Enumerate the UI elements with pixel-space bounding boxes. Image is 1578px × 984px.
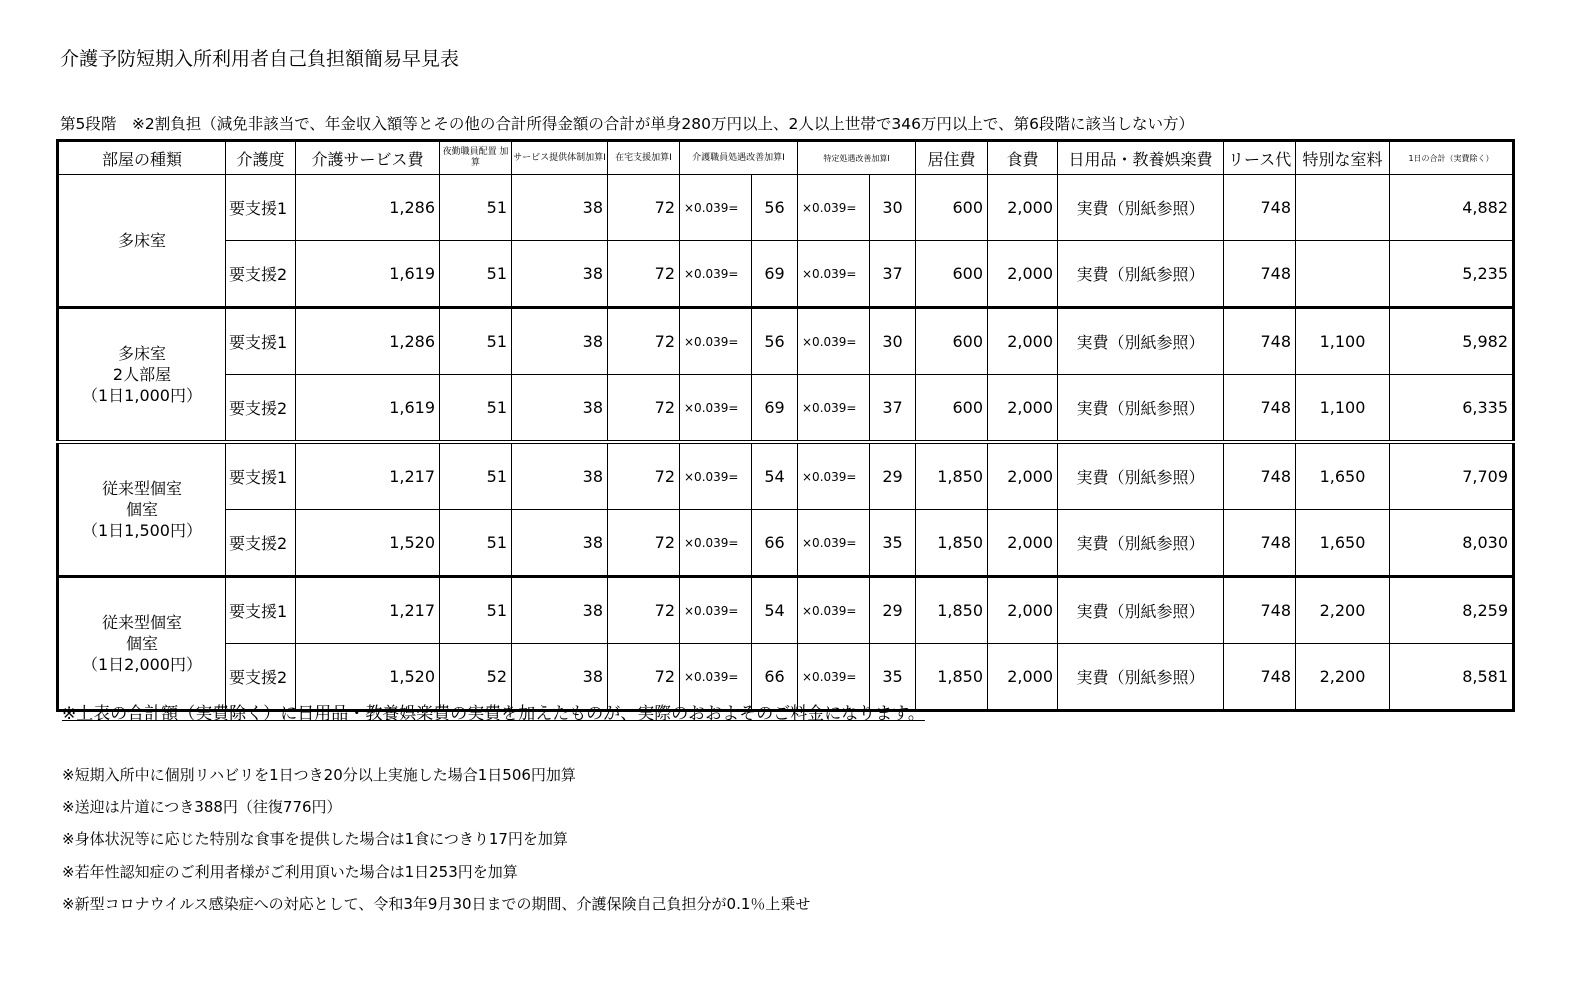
cell-service-provision-addition: 38 bbox=[512, 510, 608, 577]
cell-multiplier: ×0.039= bbox=[798, 577, 870, 644]
cell-daily-total: 6,335 bbox=[1390, 375, 1514, 443]
cell-service-provision-addition: 38 bbox=[512, 442, 608, 510]
cell-lease: 748 bbox=[1224, 577, 1296, 644]
cell-daily-total: 5,235 bbox=[1390, 241, 1514, 308]
cell-special-room-fee bbox=[1296, 241, 1390, 308]
cell-room-type: 多床室 2人部屋 （1日1,000円） bbox=[58, 308, 226, 443]
cell-specific-treatment-addition: 37 bbox=[870, 241, 916, 308]
cell-service-provision-addition: 38 bbox=[512, 375, 608, 443]
cell-home-support-addition: 72 bbox=[608, 308, 680, 375]
cell-multiplier: ×0.039= bbox=[680, 241, 752, 308]
cell-residence-fee: 600 bbox=[916, 308, 988, 375]
cell-residence-fee: 1,850 bbox=[916, 510, 988, 577]
cell-special-room-fee: 2,200 bbox=[1296, 644, 1390, 711]
cell-lease: 748 bbox=[1224, 442, 1296, 510]
cell-staff-treatment-addition: 56 bbox=[752, 308, 798, 375]
cell-care-service-fee: 1,286 bbox=[296, 175, 440, 241]
cell-multiplier: ×0.039= bbox=[798, 175, 870, 241]
cell-daily-goods: 実費（別紙参照） bbox=[1058, 644, 1224, 711]
cell-multiplier: ×0.039= bbox=[680, 577, 752, 644]
cell-staff-treatment-addition: 54 bbox=[752, 577, 798, 644]
header-care-level: 介護度 bbox=[226, 141, 296, 175]
cell-residence-fee: 1,850 bbox=[916, 577, 988, 644]
header-specific-treatment-addition: 特定処遇改善加算Ⅰ bbox=[798, 141, 916, 175]
table-subtitle: 第5段階 ※2割負担（減免非該当で、年金収入額等とその他の合計所得金額の合計が単身280万円以上、2人以上世帯で346万円以上で、第6段階に該当しない方） bbox=[60, 115, 1194, 133]
cell-meal-fee: 2,000 bbox=[988, 644, 1058, 711]
cell-care-service-fee: 1,520 bbox=[296, 510, 440, 577]
cell-staff-treatment-addition: 56 bbox=[752, 175, 798, 241]
cell-special-room-fee: 1,100 bbox=[1296, 375, 1390, 443]
cell-home-support-addition: 72 bbox=[608, 577, 680, 644]
cell-care-level: 要支援1 bbox=[226, 577, 296, 644]
cell-care-service-fee: 1,217 bbox=[296, 442, 440, 510]
cell-care-level: 要支援2 bbox=[226, 644, 296, 711]
cell-meal-fee: 2,000 bbox=[988, 241, 1058, 308]
cell-night-staff-addition: 51 bbox=[440, 375, 512, 443]
cell-service-provision-addition: 38 bbox=[512, 577, 608, 644]
cell-special-room-fee: 1,100 bbox=[1296, 308, 1390, 375]
table-row bbox=[58, 175, 1514, 241]
note-item: ※送迎は片道につき388円（往復776円） bbox=[62, 798, 342, 816]
header-meal-fee: 食費 bbox=[988, 141, 1058, 175]
cell-specific-treatment-addition: 35 bbox=[870, 644, 916, 711]
cell-daily-total: 4,882 bbox=[1390, 175, 1514, 241]
cell-special-room-fee: 1,650 bbox=[1296, 510, 1390, 577]
header-service-provision-addition: サービス提供体制加算Ⅰ bbox=[512, 141, 608, 175]
cell-night-staff-addition: 51 bbox=[440, 241, 512, 308]
cell-staff-treatment-addition: 66 bbox=[752, 644, 798, 711]
header-daily-goods: 日用品・教養娯楽費 bbox=[1058, 141, 1224, 175]
cell-special-room-fee: 1,650 bbox=[1296, 442, 1390, 510]
cell-staff-treatment-addition: 66 bbox=[752, 510, 798, 577]
cell-care-level: 要支援1 bbox=[226, 442, 296, 510]
cell-daily-goods: 実費（別紙参照） bbox=[1058, 442, 1224, 510]
note-item: ※短期入所中に個別リハビリを1日つき20分以上実施した場合1日506円加算 bbox=[62, 766, 576, 784]
cell-multiplier: ×0.039= bbox=[680, 644, 752, 711]
cell-service-provision-addition: 38 bbox=[512, 644, 608, 711]
cell-room-type: 従来型個室 個室 （1日1,500円） bbox=[58, 442, 226, 577]
cell-room-type: 従来型個室 個室 （1日2,000円） bbox=[58, 577, 226, 711]
header-home-support-addition: 在宅支援加算Ⅰ bbox=[608, 141, 680, 175]
cell-service-provision-addition: 38 bbox=[512, 308, 608, 375]
cell-staff-treatment-addition: 54 bbox=[752, 442, 798, 510]
cell-lease: 748 bbox=[1224, 241, 1296, 308]
cell-care-service-fee: 1,619 bbox=[296, 375, 440, 443]
header-daily-total: 1日の合計（実費除く） bbox=[1390, 141, 1514, 175]
header-care-service-fee: 介護サービス費 bbox=[296, 141, 440, 175]
cell-daily-total: 8,259 bbox=[1390, 577, 1514, 644]
cell-staff-treatment-addition: 69 bbox=[752, 375, 798, 443]
cell-multiplier: ×0.039= bbox=[680, 510, 752, 577]
cell-night-staff-addition: 51 bbox=[440, 175, 512, 241]
cell-multiplier: ×0.039= bbox=[798, 308, 870, 375]
header-residence-fee: 居住費 bbox=[916, 141, 988, 175]
cell-home-support-addition: 72 bbox=[608, 644, 680, 711]
note-item: ※若年性認知症のご利用者様がご利用頂いた場合は1日253円を加算 bbox=[62, 863, 518, 881]
fee-table bbox=[56, 139, 1515, 712]
cell-lease: 748 bbox=[1224, 510, 1296, 577]
table-footnote: ※上表の合計額（実費除く）に日用品・教養娯楽費の実費を加えたものが、実際のおおよそのご料金になります。 bbox=[62, 704, 925, 724]
note-item: ※身体状況等に応じた特別な食事を提供した場合は1食につきり17円を加算 bbox=[62, 830, 568, 848]
table-row bbox=[58, 442, 1514, 510]
cell-residence-fee: 1,850 bbox=[916, 644, 988, 711]
cell-staff-treatment-addition: 69 bbox=[752, 241, 798, 308]
cell-specific-treatment-addition: 30 bbox=[870, 308, 916, 375]
cell-specific-treatment-addition: 30 bbox=[870, 175, 916, 241]
cell-daily-goods: 実費（別紙参照） bbox=[1058, 577, 1224, 644]
cell-daily-goods: 実費（別紙参照） bbox=[1058, 241, 1224, 308]
cell-care-service-fee: 1,619 bbox=[296, 241, 440, 308]
cell-multiplier: ×0.039= bbox=[798, 644, 870, 711]
cell-service-provision-addition: 38 bbox=[512, 241, 608, 308]
cell-residence-fee: 600 bbox=[916, 241, 988, 308]
cell-daily-total: 8,030 bbox=[1390, 510, 1514, 577]
cell-care-level: 要支援2 bbox=[226, 375, 296, 443]
cell-daily-goods: 実費（別紙参照） bbox=[1058, 308, 1224, 375]
cell-night-staff-addition: 51 bbox=[440, 308, 512, 375]
cell-meal-fee: 2,000 bbox=[988, 308, 1058, 375]
header-special-room-fee: 特別な室料 bbox=[1296, 141, 1390, 175]
cell-multiplier: ×0.039= bbox=[680, 375, 752, 443]
cell-multiplier: ×0.039= bbox=[798, 375, 870, 443]
cell-care-level: 要支援1 bbox=[226, 308, 296, 375]
cell-specific-treatment-addition: 35 bbox=[870, 510, 916, 577]
cell-multiplier: ×0.039= bbox=[798, 241, 870, 308]
header-night-staff-addition: 夜勤職員配置 加 算 bbox=[440, 141, 512, 175]
cell-specific-treatment-addition: 37 bbox=[870, 375, 916, 443]
cell-meal-fee: 2,000 bbox=[988, 442, 1058, 510]
cell-care-level: 要支援2 bbox=[226, 510, 296, 577]
cell-meal-fee: 2,000 bbox=[988, 577, 1058, 644]
cell-residence-fee: 600 bbox=[916, 175, 988, 241]
cell-meal-fee: 2,000 bbox=[988, 510, 1058, 577]
cell-daily-total: 5,982 bbox=[1390, 308, 1514, 375]
cell-lease: 748 bbox=[1224, 175, 1296, 241]
page-title: 介護予防短期入所利用者自己負担額簡易早見表 bbox=[60, 48, 460, 70]
cell-multiplier: ×0.039= bbox=[680, 442, 752, 510]
cell-meal-fee: 2,000 bbox=[988, 375, 1058, 443]
cell-special-room-fee: 2,200 bbox=[1296, 577, 1390, 644]
note-item: ※新型コロナウイルス感染症への対応として、令和3年9月30日までの期間、介護保険自己負担分が0.1％上乗せ bbox=[62, 895, 811, 913]
cell-home-support-addition: 72 bbox=[608, 241, 680, 308]
cell-residence-fee: 600 bbox=[916, 375, 988, 443]
cell-residence-fee: 1,850 bbox=[916, 442, 988, 510]
cell-multiplier: ×0.039= bbox=[798, 510, 870, 577]
header-room-type: 部屋の種類 bbox=[58, 141, 226, 175]
cell-lease: 748 bbox=[1224, 644, 1296, 711]
table-row bbox=[58, 308, 1514, 375]
cell-care-service-fee: 1,217 bbox=[296, 577, 440, 644]
table-row bbox=[58, 577, 1514, 644]
cell-service-provision-addition: 38 bbox=[512, 175, 608, 241]
cell-night-staff-addition: 51 bbox=[440, 510, 512, 577]
table-row bbox=[58, 241, 1514, 308]
cell-home-support-addition: 72 bbox=[608, 510, 680, 577]
cell-care-service-fee: 1,286 bbox=[296, 308, 440, 375]
cell-daily-total: 7,709 bbox=[1390, 442, 1514, 510]
cell-multiplier: ×0.039= bbox=[680, 175, 752, 241]
cell-meal-fee: 2,000 bbox=[988, 175, 1058, 241]
cell-specific-treatment-addition: 29 bbox=[870, 442, 916, 510]
cell-night-staff-addition: 51 bbox=[440, 442, 512, 510]
cell-night-staff-addition: 52 bbox=[440, 644, 512, 711]
cell-care-service-fee: 1,520 bbox=[296, 644, 440, 711]
cell-room-type: 多床室 bbox=[58, 175, 226, 308]
cell-care-level: 要支援2 bbox=[226, 241, 296, 308]
cell-lease: 748 bbox=[1224, 375, 1296, 443]
cell-home-support-addition: 72 bbox=[608, 375, 680, 443]
cell-daily-goods: 実費（別紙参照） bbox=[1058, 510, 1224, 577]
cell-home-support-addition: 72 bbox=[608, 442, 680, 510]
table-row bbox=[58, 375, 1514, 443]
cell-multiplier: ×0.039= bbox=[680, 308, 752, 375]
cell-night-staff-addition: 51 bbox=[440, 577, 512, 644]
cell-specific-treatment-addition: 29 bbox=[870, 577, 916, 644]
cell-special-room-fee bbox=[1296, 175, 1390, 241]
cell-lease: 748 bbox=[1224, 308, 1296, 375]
table-row bbox=[58, 510, 1514, 577]
cell-daily-goods: 実費（別紙参照） bbox=[1058, 375, 1224, 443]
cell-care-level: 要支援1 bbox=[226, 175, 296, 241]
cell-multiplier: ×0.039= bbox=[798, 442, 870, 510]
header-lease: リース代 bbox=[1224, 141, 1296, 175]
table-header-row bbox=[58, 141, 1514, 175]
cell-daily-total: 8,581 bbox=[1390, 644, 1514, 711]
cell-home-support-addition: 72 bbox=[608, 175, 680, 241]
cell-daily-goods: 実費（別紙参照） bbox=[1058, 175, 1224, 241]
header-staff-treatment-addition: 介護職員処遇改善加算Ⅰ bbox=[680, 141, 798, 175]
